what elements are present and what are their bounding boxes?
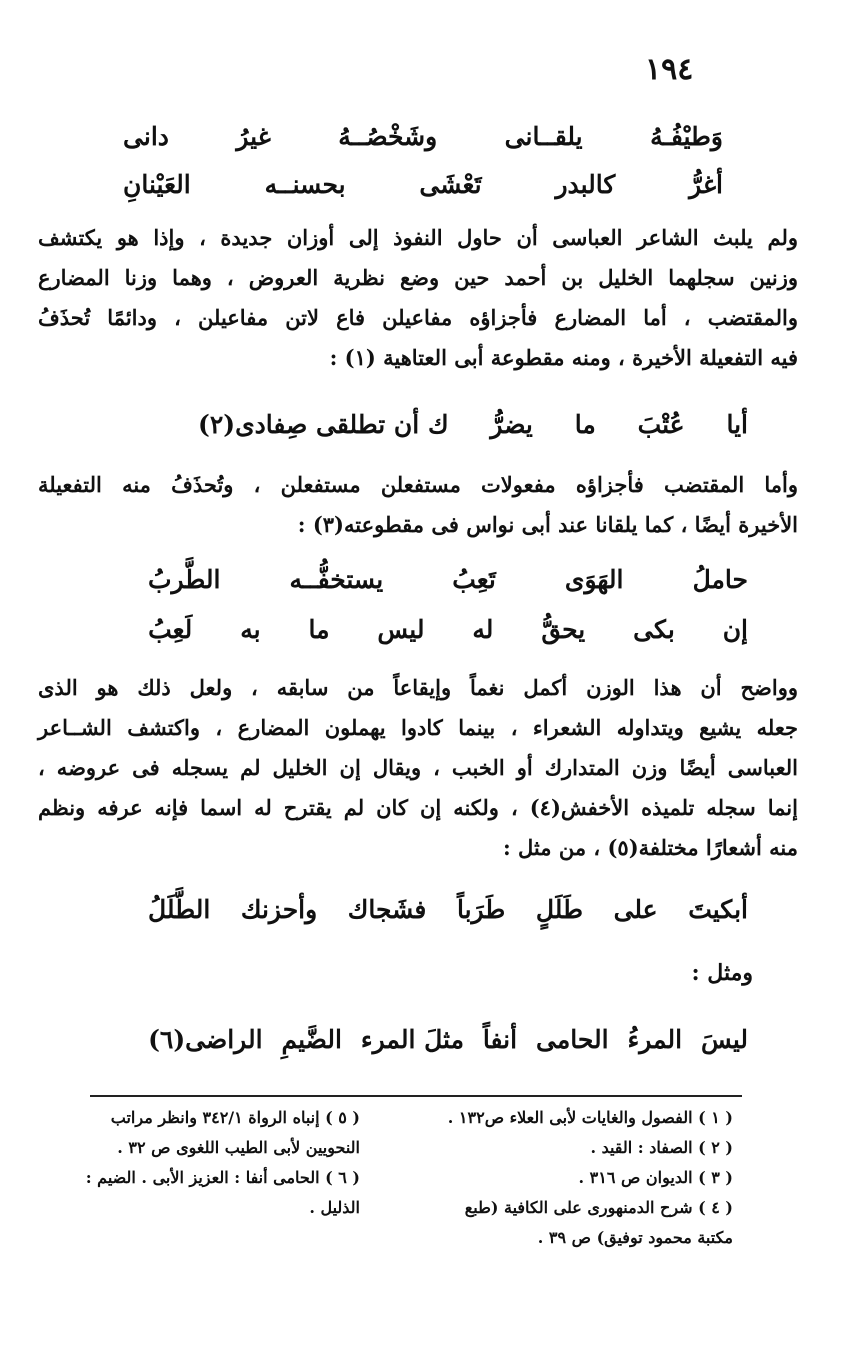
footnote-line: مكتبة محمود توفيق) ص ٣٩ . xyxy=(537,1228,733,1247)
poem-word: إن xyxy=(722,615,748,644)
text-line: العباسى أيضًا وزن المتدارك أو الخبب ، ويقال إن الخليل لم يسجله فى عروضه ، xyxy=(38,755,798,780)
text-line: فيه التفعيلة الأخيرة ، ومنه مقطوعة أبى العتاهية (١) : xyxy=(329,345,798,370)
footnote-line: ( ٣ ) الديوان ص ٣١٦ . xyxy=(578,1168,733,1187)
text-line: منه أشعارًا مختلفة(٥) ، من مثل : xyxy=(502,835,798,860)
poem1-line2 xyxy=(123,170,723,199)
poem-word: الطَّلَلُ xyxy=(148,895,211,924)
poem-word: الحامى xyxy=(535,1025,609,1054)
poem-word: فشَجاك xyxy=(347,895,427,924)
poem-word: له xyxy=(472,615,494,644)
poem-word: الطَّربُ xyxy=(148,565,221,594)
poem-word: غيرُ xyxy=(236,122,271,151)
poem5-line xyxy=(148,1025,748,1054)
footnote-line: ( ٦ ) الحامى أنفا : العزيز الأبى . الضيم : xyxy=(85,1168,360,1187)
poem-word: يلقــانى xyxy=(504,122,583,151)
poem-word: المرءُ xyxy=(627,1025,683,1054)
poem1-line1 xyxy=(123,122,723,151)
paragraph-3 xyxy=(38,668,798,868)
poem-word: وأحزنك xyxy=(240,895,318,924)
footnote-line: ( ٢ ) الصفاد : القيد . xyxy=(590,1138,733,1157)
poem-word: أنفاً xyxy=(482,1025,518,1054)
poem-word: أغرُّ xyxy=(689,170,723,199)
text-line: وزنين سجلهما الخليل بن أحمد حين وضع نظرية العروض ، وهما وزنا المضارع xyxy=(38,265,798,290)
text-line: والمقتضب ، أما المضارع فأجزاؤه مفاعيلن فاع لاتن مفاعيلن ، ودائمًا تُحذَفُ xyxy=(38,305,798,330)
poem-word: طَلَلٍ xyxy=(535,895,583,924)
footnote-divider xyxy=(90,1095,742,1097)
poem-word: تَعْشَى xyxy=(419,170,482,199)
text-line: الأخيرة أيضًا ، كما يلقانا عند أبى نواس فى مقطوعته(٣) : xyxy=(297,512,798,537)
page-number: ١٩٤ xyxy=(645,52,694,87)
poem-word: أبكيتَ xyxy=(688,895,748,924)
text-line: إنما سجله تلميذه الأخفش(٤) ، ولكنه إن كان لم يقترح له اسما فإنه عرفه ونظم xyxy=(38,795,798,820)
footnote-line: الذليل . xyxy=(309,1198,360,1217)
poem-word: أيا xyxy=(726,410,748,439)
poem-word: الراضى(٦) xyxy=(148,1025,263,1054)
text-line: جعله يشيع ويتداوله الشعراء ، بينما كادوا يهملون المضارع ، واكتشف الشــاعر xyxy=(38,715,798,740)
poem3-line2 xyxy=(148,615,748,644)
poem-word: مثلَ المرء xyxy=(360,1025,464,1054)
poem-word: يضرُّ xyxy=(490,410,533,439)
poem-word: به xyxy=(240,615,261,644)
poem-word: طَرَباً xyxy=(456,895,506,924)
footnotes-left-column xyxy=(40,1103,360,1223)
poem-word: كالبدر xyxy=(555,170,616,199)
poem-word: ك أن تطلقى صِفادى(٢) xyxy=(198,410,449,439)
footnote-line: النحويين لأبى الطيب اللغوى ص ٣٢ . xyxy=(117,1138,360,1157)
footnote-line: ( ٤ ) شرح الدمنهورى على الكافية (طبع xyxy=(464,1198,733,1217)
poem-word: بكى xyxy=(633,615,675,644)
poem-word: وشَخْصُــهُ xyxy=(338,122,438,151)
poem-word: ما xyxy=(308,615,330,644)
poem3-line1 xyxy=(148,565,748,594)
poem-word: الهَوَى xyxy=(564,565,624,594)
footnote-line: ( ١ ) الفصول والغايات لأبى العلاء ص١٣٢ . xyxy=(447,1108,733,1127)
poem-word: العَيْنانِ xyxy=(123,170,191,199)
poem-word: دانى xyxy=(123,122,169,151)
poem-word: عُتْبَ xyxy=(637,410,685,439)
paragraph-1 xyxy=(38,218,798,378)
poem-word: ما xyxy=(574,410,596,439)
poem-word: حاملُ xyxy=(692,565,748,594)
poem-word: ليس xyxy=(377,615,425,644)
poem4-line xyxy=(148,895,748,924)
paragraph-2 xyxy=(38,465,798,545)
poem-word: وَطيْفُـهُ xyxy=(650,122,723,151)
poem-word: ليسَ xyxy=(700,1025,748,1054)
wa-mithl-label: ومثل : xyxy=(691,960,753,986)
footnotes-right-column xyxy=(403,1103,733,1253)
poem-word: يحقُّ xyxy=(541,615,586,644)
poem2-line xyxy=(198,410,748,439)
text-line: وواضح أن هذا الوزن أكمل نغماً وإيقاعاً من سابقه ، ولعل ذلك هو الذى xyxy=(38,675,798,700)
poem-word: لَعِبُ xyxy=(148,615,193,644)
poem-word: على xyxy=(613,895,658,924)
footnote-line: ( ٥ ) إنباه الرواة ٣٤٢/١ وانظر مراتب xyxy=(110,1108,360,1127)
poem-word: الضَّيمِ xyxy=(281,1025,342,1054)
poem-word: يستخفُّــه xyxy=(289,565,384,594)
text-line: وأما المقتضب فأجزاؤه مفعولات مستفعلن مستفعلن ، وتُحذَفُ منه التفعيلة xyxy=(38,472,798,497)
text-line: ولم يلبث الشاعر العباسى أن حاول النفوذ إلى أوزان جديدة ، وإذا هو يكتشف xyxy=(38,225,798,250)
poem-word: بحسنــه xyxy=(264,170,346,199)
poem-word: تَعِبُ xyxy=(452,565,496,594)
